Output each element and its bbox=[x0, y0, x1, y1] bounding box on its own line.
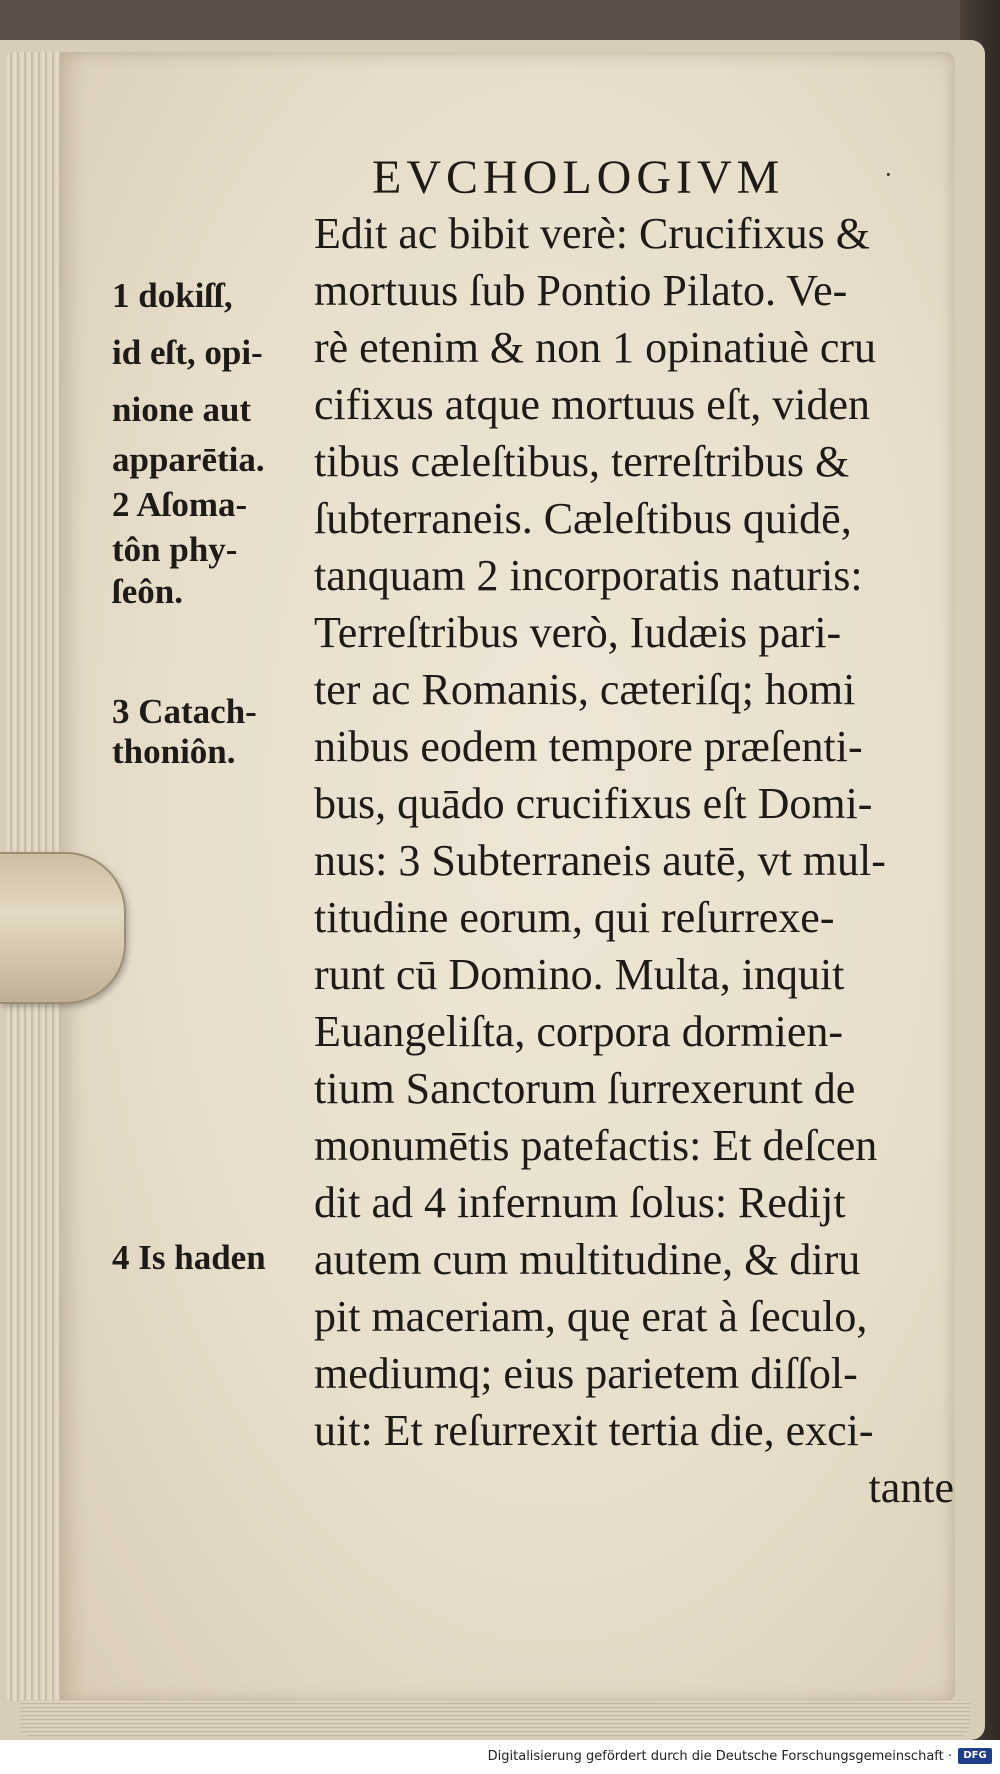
text-line: tium Sanctorum ſurrexerunt de bbox=[314, 1064, 856, 1113]
dfg-logo: DFG bbox=[958, 1748, 992, 1764]
text-line: pit maceriam, quę erat à ſeculo, bbox=[314, 1292, 868, 1341]
book-clasp bbox=[0, 852, 126, 1004]
text-line: Terreſtribus verò, Iudæis pari- bbox=[314, 608, 842, 657]
text-line: uit: Et reſurrexit tertia die, exci- bbox=[314, 1406, 874, 1455]
text-line: Euangeliſta, corpora dormien- bbox=[314, 1007, 844, 1056]
running-head-mark: · bbox=[884, 160, 893, 189]
page-bottom-edges bbox=[20, 1700, 970, 1736]
text-line: cifixus atque mortuus eſt, viden bbox=[314, 380, 870, 429]
marginal-note: 2 Aſoma- bbox=[112, 485, 248, 524]
text-line: bus, quādo crucifixus eſt Domi- bbox=[314, 779, 873, 828]
text-line: dit ad 4 infernum ſolus: Redijt bbox=[314, 1178, 846, 1227]
marginal-note: apparētia. bbox=[112, 440, 265, 479]
text-line: mortuus ſub Pontio Pilato. Ve- bbox=[314, 266, 848, 315]
text-line: nibus eodem tempore præſenti- bbox=[314, 722, 863, 771]
text-line: monumētis patefactis: Et deſcen bbox=[314, 1121, 878, 1170]
marginal-note: 1 dokiſſ, bbox=[112, 276, 233, 315]
digitization-credit: Digitalisierung gefördert durch die Deutsche Forschungsgemeinschaft · bbox=[487, 1749, 952, 1764]
text-line: autem cum multitudine, & diru bbox=[314, 1235, 861, 1284]
text-line: nus: 3 Subterraneis autē, vt mul- bbox=[314, 836, 886, 885]
text-line: ſubterraneis. Cæleſtibus quidē, bbox=[314, 494, 852, 543]
text-line: rè etenim & non 1 opinatiuè cru bbox=[314, 323, 877, 372]
text-line: titudine eorum, qui reſurrexe- bbox=[314, 893, 835, 942]
running-head: EVCHOLOGIVM bbox=[372, 151, 785, 204]
marginal-note: tôn phy- bbox=[112, 530, 238, 569]
text-line: tibus cæleſtibus, terreſtribus & bbox=[314, 437, 850, 486]
marginal-note: 4 Is haden bbox=[112, 1238, 266, 1277]
marginal-note: thoniôn. bbox=[112, 732, 236, 771]
text-line: Edit ac bibit verè: Crucifixus & bbox=[314, 209, 870, 258]
text-line: ter ac Romanis, cæteriſq; homi bbox=[314, 665, 856, 714]
catchword: tante bbox=[868, 1463, 954, 1512]
marginal-note: ſeôn. bbox=[112, 572, 183, 611]
marginal-note: id eſt, opi- bbox=[112, 333, 263, 372]
text-line: tanquam 2 incorporatis naturis: bbox=[314, 551, 863, 600]
text-line: mediumq; eius parietem diſſol- bbox=[314, 1349, 858, 1398]
marginal-note: nione aut bbox=[112, 390, 252, 429]
text-line: runt cū Domino. Multa, inquit bbox=[314, 950, 845, 999]
marginal-note: 3 Catach- bbox=[112, 692, 257, 731]
